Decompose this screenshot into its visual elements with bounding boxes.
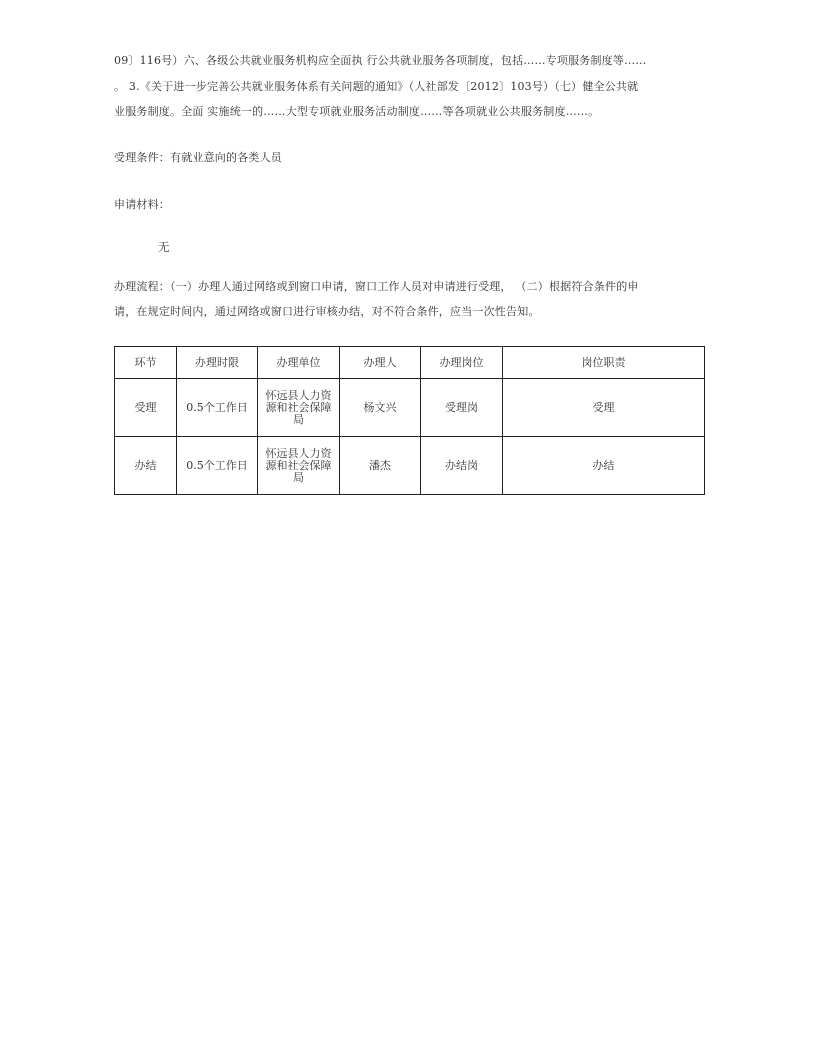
cell-stage: 受理 xyxy=(115,379,177,437)
cell-post: 受理岗 xyxy=(421,379,503,437)
table-header-row xyxy=(115,347,705,379)
cell-stage: 办结 xyxy=(115,437,177,495)
header-time-limit: 办理时限 xyxy=(177,347,258,379)
basis-line-2: 。 3.《关于进一步完善公共就业服务体系有关问题的通知》（人社部发〔2012〕103号）（七）健全公共就 xyxy=(114,80,639,93)
header-post: 办理岗位 xyxy=(421,347,503,379)
process-table xyxy=(114,346,705,495)
table-row xyxy=(115,379,705,437)
header-handler: 办理人 xyxy=(340,347,421,379)
cell-handler: 杨文兴 xyxy=(340,379,421,437)
basis-line-3: 业服务制度。全面 实施统一的……大型专项就业服务活动制度……等各项就业公共服务制度……。 xyxy=(114,105,600,118)
cell-time-limit: 0.5个工作日 xyxy=(177,379,258,437)
conditions-text: 受理条件：有就业意向的各类人员 xyxy=(114,151,282,164)
cell-unit: 怀远县人力资源和社会保障局 xyxy=(258,437,340,495)
materials-label: 申请材料： xyxy=(114,198,170,211)
header-duty: 岗位职责 xyxy=(503,347,705,379)
table-row xyxy=(115,437,705,495)
header-unit: 办理单位 xyxy=(258,347,340,379)
cell-duty: 受理 xyxy=(503,379,705,437)
cell-handler: 潘杰 xyxy=(340,437,421,495)
basis-line-1: 09〕116号）六、各级公共就业服务机构应全面执 行公共就业服务各项制度，包括……专项服务制度等…… xyxy=(114,54,647,67)
header-stage: 环节 xyxy=(115,347,177,379)
cell-unit: 怀远县人力资源和社会保障局 xyxy=(258,379,340,437)
materials-value: 无 xyxy=(158,240,170,254)
process-line-1: 办理流程：（一）办理人通过网络或到窗口申请，窗口工作人员对申请进行受理， （二）根据符合条件的申 xyxy=(114,280,639,293)
cell-duty: 办结 xyxy=(503,437,705,495)
cell-time-limit: 0.5个工作日 xyxy=(177,437,258,495)
process-line-2: 请，在规定时间内，通过网络或窗口进行审核办结，对不符合条件，应当一次性告知。 xyxy=(114,305,540,318)
cell-post: 办结岗 xyxy=(421,437,503,495)
